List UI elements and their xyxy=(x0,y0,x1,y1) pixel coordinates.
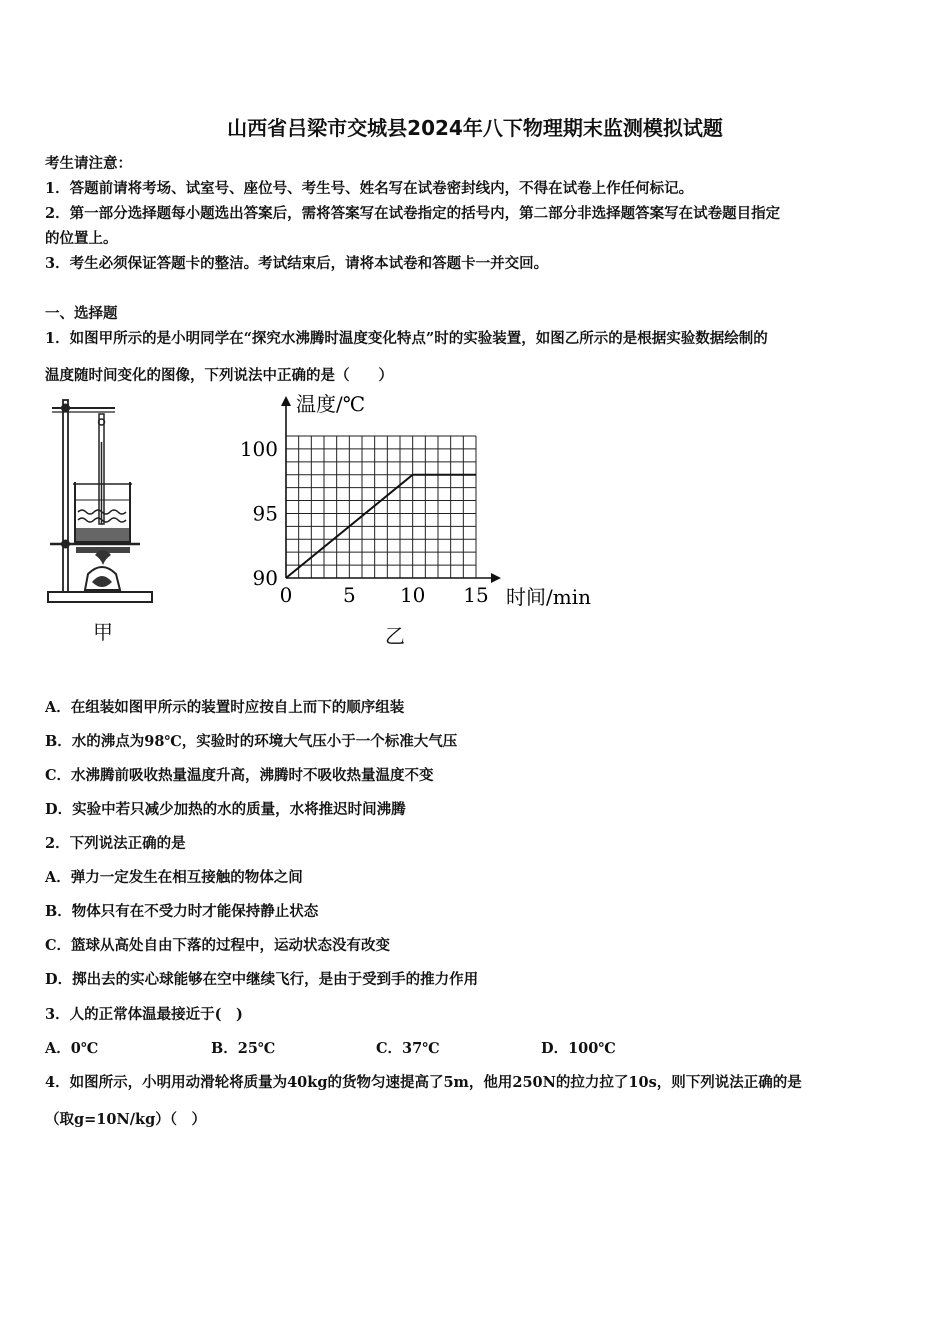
question-4-stem: （取g=10N/kg）（ ） xyxy=(45,1111,206,1128)
q3-option-c: C．37℃ xyxy=(376,1040,440,1057)
x-tick-label: 15 xyxy=(463,583,489,607)
q2-option-b: B．物体只有在不受力时才能保持静止状态 xyxy=(45,903,319,920)
notice-item: 1．答题前请将考场、试室号、座位号、考生号、姓名写在试卷密封线内，不得在试卷上作任何标记。 xyxy=(45,180,694,197)
q2-option-d: D．掷出去的实心球能够在空中继续飞行，是由于受到手的推力作用 xyxy=(45,971,479,988)
question-3-stem: 3．人的正常体温最接近于( ) xyxy=(45,1006,243,1023)
question-1-stem: 1．如图甲所示的是小明同学在“探究水沸腾时温度变化特点”时的实验装置，如图乙所示的是根据实验数据绘制的 xyxy=(45,330,768,347)
notice-heading: 考生请注意： xyxy=(45,155,132,172)
y-axis-arrow xyxy=(281,396,291,406)
notice-item: 的位置上。 xyxy=(45,230,118,247)
apparatus-figure xyxy=(40,392,160,612)
q2-option-c: C．篮球从高处自由下落的过程中，运动状态没有改变 xyxy=(45,937,391,954)
question-4-stem: 4．如图所示，小明用动滑轮将质量为40kg的货物匀速提高了5m，他用250N的拉力拉了10s，则下列说法正确的是 xyxy=(45,1074,802,1091)
question-2-stem: 2．下列说法正确的是 xyxy=(45,835,186,852)
notice-item: 2．第一部分选择题每小题选出答案后，需将答案写在试卷指定的括号内，第二部分非选择题答案写在试卷题目指定 xyxy=(45,205,781,222)
question-1-stem: 温度随时间变化的图像，下列说法中正确的是（ ） xyxy=(45,367,393,384)
y-axis-label: 温度/℃ xyxy=(296,392,366,416)
x-tick-label: 0 xyxy=(279,583,293,607)
x-axis-arrow xyxy=(491,573,501,583)
section-heading: 一、选择题 xyxy=(45,305,118,322)
page-title: 山西省吕梁市交城县2024年八下物理期末监测模拟试题 xyxy=(227,116,723,140)
q1-option-c: C．水沸腾前吸收热量温度升高，沸腾时不吸收热量温度不变 xyxy=(45,767,434,784)
figure-b-caption: 乙 xyxy=(385,624,405,648)
q2-option-a: A．弹力一定发生在相互接触的物体之间 xyxy=(45,869,303,886)
x-tick-label: 5 xyxy=(342,583,356,607)
q3-option-d: D．100℃ xyxy=(541,1040,616,1057)
x-axis-label: 时间/min xyxy=(506,585,591,609)
y-tick-label: 90 xyxy=(252,566,278,590)
q3-option-b: B．25℃ xyxy=(211,1040,276,1057)
y-tick-label: 95 xyxy=(252,501,278,526)
temperature-chart xyxy=(236,386,606,612)
y-tick-label: 100 xyxy=(239,436,278,461)
q3-option-a: A．0℃ xyxy=(45,1040,99,1057)
x-tick-label: 10 xyxy=(399,583,426,607)
q1-option-a: A．在组装如图甲所示的装置时应按自上而下的顺序组装 xyxy=(45,699,405,716)
q1-option-b: B．水的沸点为98℃，实验时的环境大气压小于一个标准大气压 xyxy=(45,733,458,750)
notice-item: 3．考生必须保证答题卡的整洁。考试结束后，请将本试卷和答题卡一并交回。 xyxy=(45,255,549,272)
figure-a-caption: 甲 xyxy=(93,620,113,644)
q1-option-d: D．实验中若只减少加热的水的质量，水将推迟时间沸腾 xyxy=(45,801,406,818)
